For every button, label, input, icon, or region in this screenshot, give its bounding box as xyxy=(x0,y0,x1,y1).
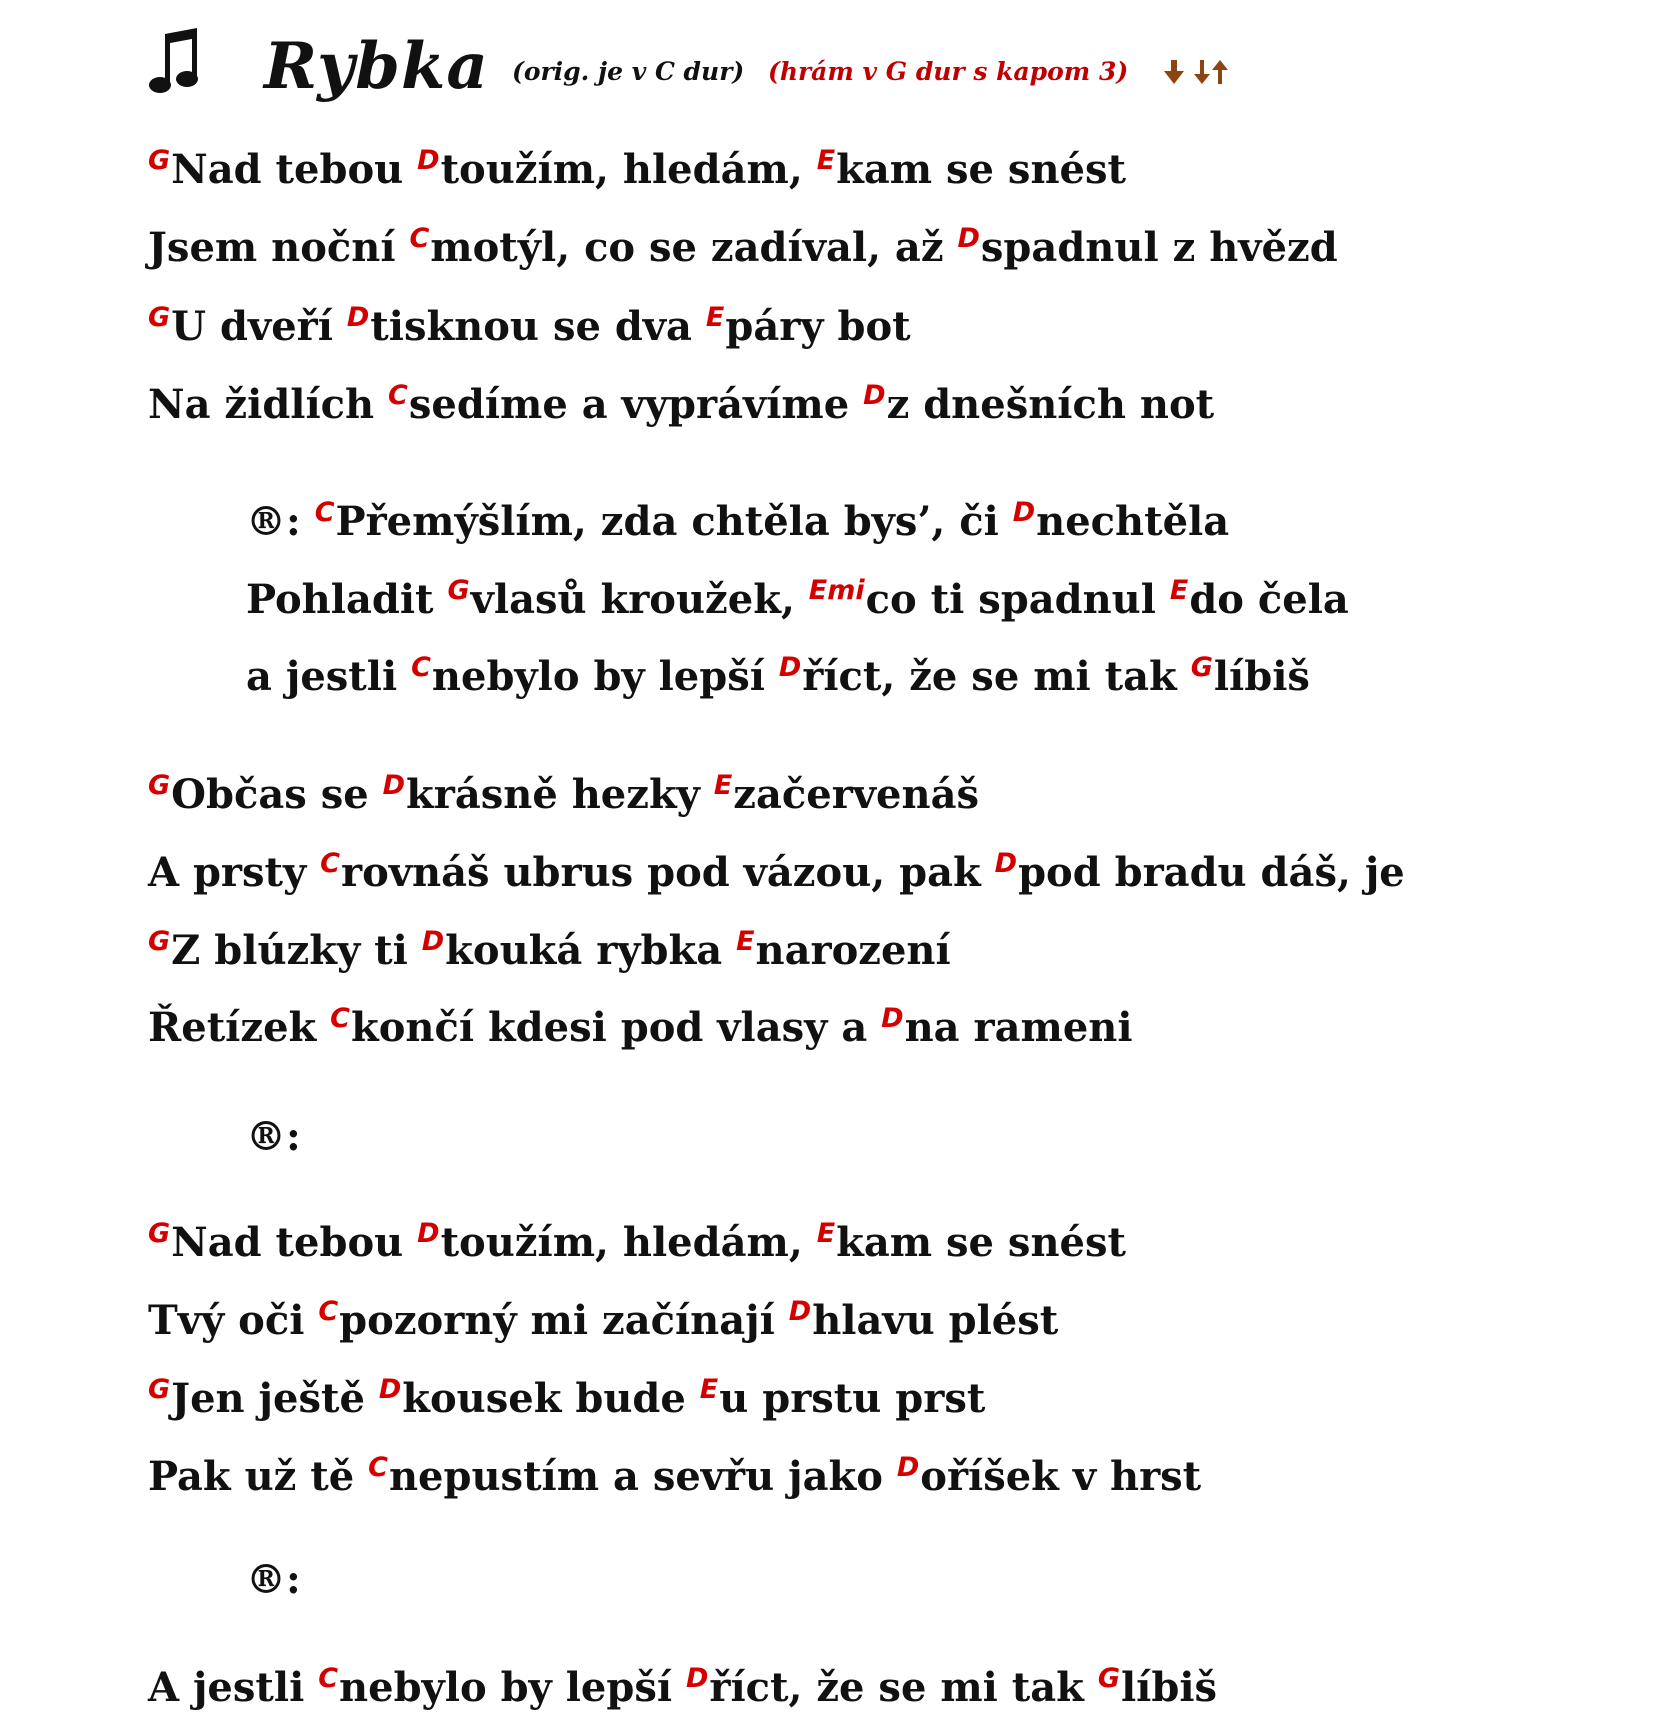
lyric-text: kam se snést xyxy=(836,146,1126,193)
chord-symbol: D xyxy=(863,380,886,411)
lyric-text: nepustím a sevřu jako xyxy=(388,1453,897,1500)
song-header xyxy=(148,22,1548,122)
chord-symbol: E xyxy=(705,302,725,333)
lyric-text: A jestli xyxy=(148,1664,319,1711)
chord-symbol: D xyxy=(382,770,406,801)
lyric-text: hlavu plést xyxy=(812,1297,1059,1344)
lyric-text: ®: xyxy=(246,1556,301,1603)
lyric-text: líbiš xyxy=(1120,1664,1218,1711)
chord-symbol: G xyxy=(148,926,171,957)
chord-symbol: D xyxy=(881,1003,904,1034)
chord-symbol: G xyxy=(1097,1663,1120,1694)
lyric-text: motýl, co se zadíval, až xyxy=(430,224,958,271)
lyric-text: oříšek v hrst xyxy=(920,1453,1202,1500)
lyric-text: A prsty xyxy=(148,849,321,896)
lyric-text: páry bot xyxy=(725,303,911,350)
chord-symbol: E xyxy=(1169,575,1189,606)
chord-symbol: G xyxy=(1190,652,1213,683)
chorus-marker xyxy=(246,1112,301,1162)
capo-note: (hrám v G dur s kapom 3) xyxy=(768,57,1129,86)
chord-symbol: C xyxy=(320,848,340,879)
chorus-line xyxy=(246,652,1310,707)
chord-symbol: G xyxy=(447,575,470,606)
chord-symbol: C xyxy=(409,223,430,254)
chord-symbol: C xyxy=(318,1663,339,1694)
lyric-text: nechtěla xyxy=(1036,498,1230,545)
lyric-text: Na židlích xyxy=(148,381,389,428)
lyric-text: Občas se xyxy=(171,771,383,818)
chord-symbol: D xyxy=(417,1218,440,1249)
chord-symbol: C xyxy=(318,1296,339,1327)
lyric-text: toužím, hledám, xyxy=(440,1219,817,1266)
lyric-text: sedíme a vyprávíme xyxy=(408,381,864,428)
lyric-text: rovnáš ubrus pod vázou, pak xyxy=(341,849,995,896)
chord-symbol: G xyxy=(148,770,171,801)
lyric-text: Jen ještě xyxy=(171,1375,379,1422)
lyric-line xyxy=(148,848,1405,903)
lyric-text: Nad tebou xyxy=(171,1219,418,1266)
chord-symbol: Emi xyxy=(808,575,865,606)
chord-symbol: E xyxy=(736,926,755,957)
original-key: (orig. je v C dur) xyxy=(512,57,745,86)
lyric-line xyxy=(148,1296,1058,1351)
lyric-text: líbiš xyxy=(1213,653,1310,700)
lyric-text: u prstu prst xyxy=(719,1375,986,1422)
chord-symbol: E xyxy=(816,145,836,176)
chord-symbol: D xyxy=(417,145,440,176)
lyric-text: nebylo by lepší xyxy=(431,653,779,700)
chord-symbol: D xyxy=(778,652,802,683)
lyric-line xyxy=(148,926,951,981)
lyric-text: říct, že se mi tak xyxy=(709,1664,1098,1711)
transpose-controls xyxy=(1164,52,1244,92)
lyric-text: ®: xyxy=(246,1113,301,1160)
lyric-text: Jsem noční xyxy=(148,224,410,271)
lyric-text: začervenáš xyxy=(733,771,980,818)
lyric-text: spadnul z hvězd xyxy=(980,224,1338,271)
chord-symbol: D xyxy=(896,1452,920,1483)
chord-symbol: C xyxy=(314,497,335,528)
chord-symbol: C xyxy=(368,1452,388,1483)
lyric-line xyxy=(148,223,1338,278)
lyric-text: kousek bude xyxy=(402,1375,700,1422)
lyric-text: Tvý oči xyxy=(148,1297,319,1344)
chord-symbol: D xyxy=(346,302,370,333)
lyric-text: krásně hezky xyxy=(406,771,714,818)
chord-symbol: C xyxy=(330,1003,350,1034)
lyric-text: říct, že se mi tak xyxy=(802,653,1191,700)
lyric-line xyxy=(148,1218,1126,1273)
lyric-text: Přemýšlím, zda chtěla bys’, či xyxy=(335,498,1013,545)
lyric-text: končí kdesi pod vlasy a xyxy=(351,1004,882,1051)
chord-symbol: E xyxy=(713,770,733,801)
lyric-text: nebylo by lepší xyxy=(339,1664,686,1711)
lyric-text: ®: xyxy=(246,498,315,545)
chord-symbol: E xyxy=(699,1374,719,1405)
lyric-text: co ti spadnul xyxy=(865,576,1170,623)
lyric-line xyxy=(148,1452,1201,1507)
lyric-text: a jestli xyxy=(246,653,412,700)
lyric-line xyxy=(148,1663,1217,1718)
chord-symbol: G xyxy=(148,145,171,176)
lyric-text: toužím, hledám, xyxy=(440,146,817,193)
chord-symbol: D xyxy=(994,848,1018,879)
lyric-line xyxy=(148,770,979,825)
lyric-text: pozorný mi začínají xyxy=(339,1297,789,1344)
chord-symbol: G xyxy=(148,302,171,333)
lyric-line xyxy=(148,1374,985,1429)
chorus-line xyxy=(246,575,1349,630)
song-title: Rybka xyxy=(264,29,489,104)
chord-symbol: E xyxy=(816,1218,836,1249)
chord-symbol: C xyxy=(388,380,408,411)
chorus-line xyxy=(246,497,1229,552)
lyric-text: na rameni xyxy=(904,1004,1133,1051)
lyric-text: Nad tebou xyxy=(171,146,418,193)
lyric-text: Z blúzky ti xyxy=(171,927,422,974)
lyric-text: U dveří xyxy=(171,303,347,350)
chord-symbol: D xyxy=(378,1374,402,1405)
chord-symbol: G xyxy=(148,1218,171,1249)
lyric-text: kouká rybka xyxy=(445,927,737,974)
chord-symbol: D xyxy=(957,223,980,254)
arrow-down-up-icon[interactable] xyxy=(1194,60,1228,84)
lyric-text: Pak už tě xyxy=(148,1453,369,1500)
lyric-line xyxy=(148,1003,1133,1058)
lyric-text: kam se snést xyxy=(836,1219,1126,1266)
lyric-text: z dnešních not xyxy=(886,381,1215,428)
lyric-text: pod bradu dáš, je xyxy=(1018,849,1405,896)
lyric-line xyxy=(148,145,1126,200)
lyric-text: do čela xyxy=(1189,576,1349,623)
chord-symbol: D xyxy=(685,1663,709,1694)
chord-symbol: D xyxy=(1012,497,1036,528)
music-note-icon xyxy=(148,28,204,98)
chord-symbol: D xyxy=(421,926,445,957)
lyric-text: tisknou se dva xyxy=(370,303,706,350)
chord-symbol: C xyxy=(411,652,431,683)
lyric-line xyxy=(148,380,1214,435)
arrow-down-icon[interactable] xyxy=(1164,60,1184,84)
lyric-text: Pohladit xyxy=(246,576,448,623)
lyric-text: narození xyxy=(755,927,951,974)
chord-symbol: G xyxy=(148,1374,171,1405)
chord-symbol: D xyxy=(788,1296,812,1327)
chorus-marker xyxy=(246,1555,301,1605)
lyric-line xyxy=(148,302,911,357)
lyric-text: Řetízek xyxy=(148,1004,331,1051)
lyric-text: vlasů kroužek, xyxy=(470,576,809,623)
